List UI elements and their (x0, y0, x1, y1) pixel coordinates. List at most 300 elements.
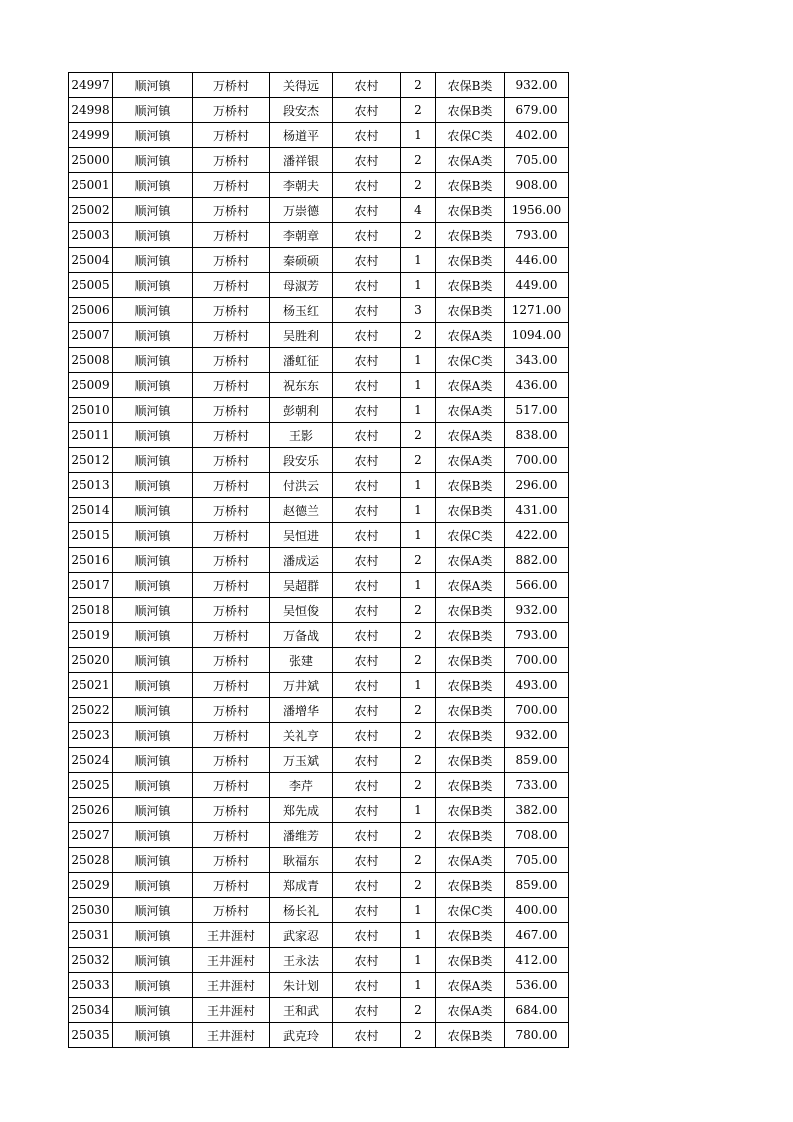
member-count-cell: 1 (401, 523, 436, 548)
village-cell: 万桥村 (193, 523, 270, 548)
town-cell: 顺河镇 (113, 248, 193, 273)
amount-cell: 780.00 (505, 1023, 569, 1048)
amount-cell: 536.00 (505, 973, 569, 998)
insurance-category-cell: 农保B类 (436, 923, 505, 948)
town-cell: 顺河镇 (113, 523, 193, 548)
table-row (69, 648, 569, 673)
household-type-cell: 农村 (333, 598, 401, 623)
amount-cell: 343.00 (505, 348, 569, 373)
insurance-category-cell: 农保B类 (436, 673, 505, 698)
amount-cell: 700.00 (505, 648, 569, 673)
town-cell: 顺河镇 (113, 698, 193, 723)
member-count-cell: 4 (401, 198, 436, 223)
records-table (68, 72, 569, 1048)
village-cell: 万桥村 (193, 873, 270, 898)
household-type-cell: 农村 (333, 573, 401, 598)
household-type-cell: 农村 (333, 773, 401, 798)
table-row (69, 848, 569, 873)
person-name-cell: 关礼亨 (270, 723, 333, 748)
town-cell: 顺河镇 (113, 473, 193, 498)
insurance-category-cell: 农保B类 (436, 723, 505, 748)
record-id-cell: 25025 (69, 773, 113, 798)
town-cell: 顺河镇 (113, 348, 193, 373)
table-row (69, 673, 569, 698)
insurance-category-cell: 农保C类 (436, 523, 505, 548)
amount-cell: 402.00 (505, 123, 569, 148)
town-cell: 顺河镇 (113, 448, 193, 473)
insurance-category-cell: 农保B类 (436, 698, 505, 723)
member-count-cell: 2 (401, 748, 436, 773)
household-type-cell: 农村 (333, 248, 401, 273)
household-type-cell: 农村 (333, 348, 401, 373)
village-cell: 王井涯村 (193, 973, 270, 998)
person-name-cell: 朱计划 (270, 973, 333, 998)
amount-cell: 400.00 (505, 898, 569, 923)
record-id-cell: 25021 (69, 673, 113, 698)
table-row (69, 898, 569, 923)
household-type-cell: 农村 (333, 73, 401, 98)
table-row (69, 698, 569, 723)
record-id-cell: 25022 (69, 698, 113, 723)
insurance-category-cell: 农保B类 (436, 773, 505, 798)
household-type-cell: 农村 (333, 723, 401, 748)
household-type-cell: 农村 (333, 923, 401, 948)
insurance-category-cell: 农保C类 (436, 898, 505, 923)
member-count-cell: 1 (401, 898, 436, 923)
town-cell: 顺河镇 (113, 173, 193, 198)
table-row (69, 473, 569, 498)
person-name-cell: 杨道平 (270, 123, 333, 148)
amount-cell: 838.00 (505, 423, 569, 448)
town-cell: 顺河镇 (113, 573, 193, 598)
member-count-cell: 2 (401, 698, 436, 723)
member-count-cell: 2 (401, 598, 436, 623)
table-row (69, 523, 569, 548)
record-id-cell: 24999 (69, 123, 113, 148)
person-name-cell: 武克玲 (270, 1023, 333, 1048)
person-name-cell: 吴超群 (270, 573, 333, 598)
insurance-category-cell: 农保A类 (436, 373, 505, 398)
table-row (69, 798, 569, 823)
insurance-category-cell: 农保B类 (436, 798, 505, 823)
person-name-cell: 潘祥银 (270, 148, 333, 173)
table-row (69, 198, 569, 223)
record-id-cell: 25001 (69, 173, 113, 198)
record-id-cell: 25027 (69, 823, 113, 848)
household-type-cell: 农村 (333, 873, 401, 898)
amount-cell: 296.00 (505, 473, 569, 498)
household-type-cell: 农村 (333, 423, 401, 448)
person-name-cell: 王永法 (270, 948, 333, 973)
insurance-category-cell: 农保B类 (436, 873, 505, 898)
member-count-cell: 1 (401, 948, 436, 973)
household-type-cell: 农村 (333, 273, 401, 298)
village-cell: 万桥村 (193, 573, 270, 598)
household-type-cell: 农村 (333, 198, 401, 223)
village-cell: 万桥村 (193, 473, 270, 498)
record-id-cell: 25035 (69, 1023, 113, 1048)
insurance-category-cell: 农保B类 (436, 648, 505, 673)
person-name-cell: 张建 (270, 648, 333, 673)
village-cell: 王井涯村 (193, 923, 270, 948)
person-name-cell: 段安杰 (270, 98, 333, 123)
table-row (69, 873, 569, 898)
amount-cell: 859.00 (505, 748, 569, 773)
town-cell: 顺河镇 (113, 373, 193, 398)
amount-cell: 446.00 (505, 248, 569, 273)
member-count-cell: 3 (401, 298, 436, 323)
village-cell: 万桥村 (193, 173, 270, 198)
amount-cell: 382.00 (505, 798, 569, 823)
amount-cell: 932.00 (505, 598, 569, 623)
table-row (69, 598, 569, 623)
household-type-cell: 农村 (333, 948, 401, 973)
village-cell: 万桥村 (193, 423, 270, 448)
village-cell: 万桥村 (193, 848, 270, 873)
record-id-cell: 24998 (69, 98, 113, 123)
member-count-cell: 1 (401, 273, 436, 298)
town-cell: 顺河镇 (113, 973, 193, 998)
household-type-cell: 农村 (333, 548, 401, 573)
insurance-category-cell: 农保A类 (436, 398, 505, 423)
person-name-cell: 段安乐 (270, 448, 333, 473)
household-type-cell: 农村 (333, 498, 401, 523)
record-id-cell: 25029 (69, 873, 113, 898)
household-type-cell: 农村 (333, 373, 401, 398)
town-cell: 顺河镇 (113, 773, 193, 798)
amount-cell: 493.00 (505, 673, 569, 698)
member-count-cell: 2 (401, 448, 436, 473)
household-type-cell: 农村 (333, 1023, 401, 1048)
insurance-category-cell: 农保A类 (436, 848, 505, 873)
amount-cell: 467.00 (505, 923, 569, 948)
household-type-cell: 农村 (333, 748, 401, 773)
records-table-body (69, 73, 569, 1048)
table-row (69, 273, 569, 298)
table-row (69, 723, 569, 748)
village-cell: 万桥村 (193, 73, 270, 98)
member-count-cell: 2 (401, 73, 436, 98)
insurance-category-cell: 农保B类 (436, 598, 505, 623)
record-id-cell: 25004 (69, 248, 113, 273)
insurance-category-cell: 农保B类 (436, 948, 505, 973)
member-count-cell: 2 (401, 548, 436, 573)
amount-cell: 517.00 (505, 398, 569, 423)
member-count-cell: 2 (401, 148, 436, 173)
record-id-cell: 25032 (69, 948, 113, 973)
record-id-cell: 25028 (69, 848, 113, 873)
record-id-cell: 25017 (69, 573, 113, 598)
household-type-cell: 农村 (333, 798, 401, 823)
town-cell: 顺河镇 (113, 73, 193, 98)
table-row (69, 573, 569, 598)
table-row (69, 823, 569, 848)
table-row (69, 998, 569, 1023)
member-count-cell: 2 (401, 873, 436, 898)
town-cell: 顺河镇 (113, 548, 193, 573)
insurance-category-cell: 农保A类 (436, 423, 505, 448)
amount-cell: 793.00 (505, 223, 569, 248)
member-count-cell: 2 (401, 98, 436, 123)
person-name-cell: 彭朝利 (270, 398, 333, 423)
household-type-cell: 农村 (333, 473, 401, 498)
town-cell: 顺河镇 (113, 998, 193, 1023)
member-count-cell: 2 (401, 623, 436, 648)
person-name-cell: 潘成运 (270, 548, 333, 573)
town-cell: 顺河镇 (113, 273, 193, 298)
person-name-cell: 李芹 (270, 773, 333, 798)
person-name-cell: 杨长礼 (270, 898, 333, 923)
household-type-cell: 农村 (333, 398, 401, 423)
record-id-cell: 25005 (69, 273, 113, 298)
amount-cell: 708.00 (505, 823, 569, 848)
member-count-cell: 1 (401, 123, 436, 148)
table-row (69, 623, 569, 648)
member-count-cell: 2 (401, 848, 436, 873)
table-row (69, 298, 569, 323)
table-row (69, 248, 569, 273)
amount-cell: 932.00 (505, 73, 569, 98)
person-name-cell: 武家忍 (270, 923, 333, 948)
village-cell: 万桥村 (193, 748, 270, 773)
record-id-cell: 25034 (69, 998, 113, 1023)
household-type-cell: 农村 (333, 173, 401, 198)
insurance-category-cell: 农保B类 (436, 473, 505, 498)
record-id-cell: 25007 (69, 323, 113, 348)
record-id-cell: 25014 (69, 498, 113, 523)
town-cell: 顺河镇 (113, 748, 193, 773)
village-cell: 万桥村 (193, 548, 270, 573)
record-id-cell: 25012 (69, 448, 113, 473)
insurance-category-cell: 农保B类 (436, 98, 505, 123)
town-cell: 顺河镇 (113, 723, 193, 748)
insurance-category-cell: 农保A类 (436, 548, 505, 573)
table-row (69, 123, 569, 148)
amount-cell: 1094.00 (505, 323, 569, 348)
amount-cell: 449.00 (505, 273, 569, 298)
member-count-cell: 2 (401, 998, 436, 1023)
member-count-cell: 2 (401, 773, 436, 798)
record-id-cell: 25018 (69, 598, 113, 623)
person-name-cell: 吴恒俊 (270, 598, 333, 623)
household-type-cell: 农村 (333, 148, 401, 173)
person-name-cell: 赵德兰 (270, 498, 333, 523)
amount-cell: 431.00 (505, 498, 569, 523)
town-cell: 顺河镇 (113, 148, 193, 173)
insurance-category-cell: 农保A类 (436, 973, 505, 998)
member-count-cell: 1 (401, 398, 436, 423)
village-cell: 万桥村 (193, 98, 270, 123)
member-count-cell: 1 (401, 973, 436, 998)
record-id-cell: 25024 (69, 748, 113, 773)
table-row (69, 98, 569, 123)
record-id-cell: 25002 (69, 198, 113, 223)
person-name-cell: 李朝夫 (270, 173, 333, 198)
village-cell: 万桥村 (193, 673, 270, 698)
member-count-cell: 2 (401, 723, 436, 748)
table-row (69, 748, 569, 773)
table-row (69, 973, 569, 998)
person-name-cell: 吴恒进 (270, 523, 333, 548)
record-id-cell: 25016 (69, 548, 113, 573)
insurance-category-cell: 农保B类 (436, 73, 505, 98)
table-row (69, 423, 569, 448)
amount-cell: 705.00 (505, 848, 569, 873)
town-cell: 顺河镇 (113, 898, 193, 923)
household-type-cell: 农村 (333, 673, 401, 698)
town-cell: 顺河镇 (113, 123, 193, 148)
household-type-cell: 农村 (333, 523, 401, 548)
record-id-cell: 24997 (69, 73, 113, 98)
village-cell: 万桥村 (193, 273, 270, 298)
amount-cell: 566.00 (505, 573, 569, 598)
town-cell: 顺河镇 (113, 648, 193, 673)
record-id-cell: 25020 (69, 648, 113, 673)
town-cell: 顺河镇 (113, 423, 193, 448)
amount-cell: 908.00 (505, 173, 569, 198)
table-row (69, 773, 569, 798)
table-row (69, 498, 569, 523)
amount-cell: 932.00 (505, 723, 569, 748)
insurance-category-cell: 农保B类 (436, 1023, 505, 1048)
member-count-cell: 2 (401, 423, 436, 448)
person-name-cell: 郑先成 (270, 798, 333, 823)
member-count-cell: 1 (401, 673, 436, 698)
amount-cell: 705.00 (505, 148, 569, 173)
insurance-category-cell: 农保C类 (436, 348, 505, 373)
insurance-category-cell: 农保B类 (436, 498, 505, 523)
insurance-category-cell: 农保A类 (436, 323, 505, 348)
town-cell: 顺河镇 (113, 298, 193, 323)
village-cell: 万桥村 (193, 198, 270, 223)
person-name-cell: 万井斌 (270, 673, 333, 698)
member-count-cell: 1 (401, 248, 436, 273)
village-cell: 万桥村 (193, 373, 270, 398)
insurance-category-cell: 农保B类 (436, 173, 505, 198)
village-cell: 万桥村 (193, 398, 270, 423)
insurance-category-cell: 农保B类 (436, 748, 505, 773)
amount-cell: 700.00 (505, 698, 569, 723)
member-count-cell: 2 (401, 173, 436, 198)
amount-cell: 412.00 (505, 948, 569, 973)
record-id-cell: 25026 (69, 798, 113, 823)
insurance-category-cell: 农保A类 (436, 573, 505, 598)
person-name-cell: 王和武 (270, 998, 333, 1023)
table-row (69, 373, 569, 398)
member-count-cell: 1 (401, 498, 436, 523)
town-cell: 顺河镇 (113, 598, 193, 623)
village-cell: 万桥村 (193, 123, 270, 148)
person-name-cell: 潘维芳 (270, 823, 333, 848)
amount-cell: 1271.00 (505, 298, 569, 323)
village-cell: 王井涯村 (193, 1023, 270, 1048)
village-cell: 万桥村 (193, 223, 270, 248)
household-type-cell: 农村 (333, 98, 401, 123)
amount-cell: 882.00 (505, 548, 569, 573)
record-id-cell: 25030 (69, 898, 113, 923)
household-type-cell: 农村 (333, 223, 401, 248)
town-cell: 顺河镇 (113, 198, 193, 223)
table-row (69, 73, 569, 98)
insurance-category-cell: 农保C类 (436, 123, 505, 148)
insurance-category-cell: 农保B类 (436, 298, 505, 323)
amount-cell: 859.00 (505, 873, 569, 898)
town-cell: 顺河镇 (113, 398, 193, 423)
amount-cell: 422.00 (505, 523, 569, 548)
person-name-cell: 潘虹征 (270, 348, 333, 373)
table-row (69, 548, 569, 573)
village-cell: 万桥村 (193, 823, 270, 848)
person-name-cell: 耿福东 (270, 848, 333, 873)
village-cell: 万桥村 (193, 898, 270, 923)
village-cell: 王井涯村 (193, 998, 270, 1023)
person-name-cell: 万玉斌 (270, 748, 333, 773)
insurance-category-cell: 农保B类 (436, 223, 505, 248)
amount-cell: 436.00 (505, 373, 569, 398)
village-cell: 万桥村 (193, 323, 270, 348)
village-cell: 万桥村 (193, 348, 270, 373)
person-name-cell: 杨玉红 (270, 298, 333, 323)
table-row (69, 148, 569, 173)
person-name-cell: 王影 (270, 423, 333, 448)
household-type-cell: 农村 (333, 823, 401, 848)
member-count-cell: 2 (401, 648, 436, 673)
town-cell: 顺河镇 (113, 923, 193, 948)
record-id-cell: 25003 (69, 223, 113, 248)
person-name-cell: 付洪云 (270, 473, 333, 498)
member-count-cell: 2 (401, 1023, 436, 1048)
village-cell: 万桥村 (193, 598, 270, 623)
village-cell: 万桥村 (193, 798, 270, 823)
village-cell: 万桥村 (193, 648, 270, 673)
record-id-cell: 25019 (69, 623, 113, 648)
person-name-cell: 郑成青 (270, 873, 333, 898)
member-count-cell: 2 (401, 823, 436, 848)
amount-cell: 679.00 (505, 98, 569, 123)
record-id-cell: 25008 (69, 348, 113, 373)
table-row (69, 223, 569, 248)
amount-cell: 700.00 (505, 448, 569, 473)
table-row (69, 948, 569, 973)
record-id-cell: 25006 (69, 298, 113, 323)
person-name-cell: 李朝章 (270, 223, 333, 248)
amount-cell: 793.00 (505, 623, 569, 648)
record-id-cell: 25009 (69, 373, 113, 398)
table-row (69, 348, 569, 373)
member-count-cell: 1 (401, 923, 436, 948)
village-cell: 万桥村 (193, 448, 270, 473)
member-count-cell: 1 (401, 573, 436, 598)
member-count-cell: 1 (401, 798, 436, 823)
household-type-cell: 农村 (333, 623, 401, 648)
household-type-cell: 农村 (333, 973, 401, 998)
record-id-cell: 25031 (69, 923, 113, 948)
table-row (69, 923, 569, 948)
person-name-cell: 秦硕硕 (270, 248, 333, 273)
village-cell: 万桥村 (193, 148, 270, 173)
insurance-category-cell: 农保B类 (436, 273, 505, 298)
town-cell: 顺河镇 (113, 323, 193, 348)
member-count-cell: 2 (401, 223, 436, 248)
town-cell: 顺河镇 (113, 1023, 193, 1048)
village-cell: 万桥村 (193, 298, 270, 323)
household-type-cell: 农村 (333, 698, 401, 723)
person-name-cell: 万崇德 (270, 198, 333, 223)
record-id-cell: 25033 (69, 973, 113, 998)
table-row (69, 323, 569, 348)
amount-cell: 1956.00 (505, 198, 569, 223)
record-id-cell: 25023 (69, 723, 113, 748)
